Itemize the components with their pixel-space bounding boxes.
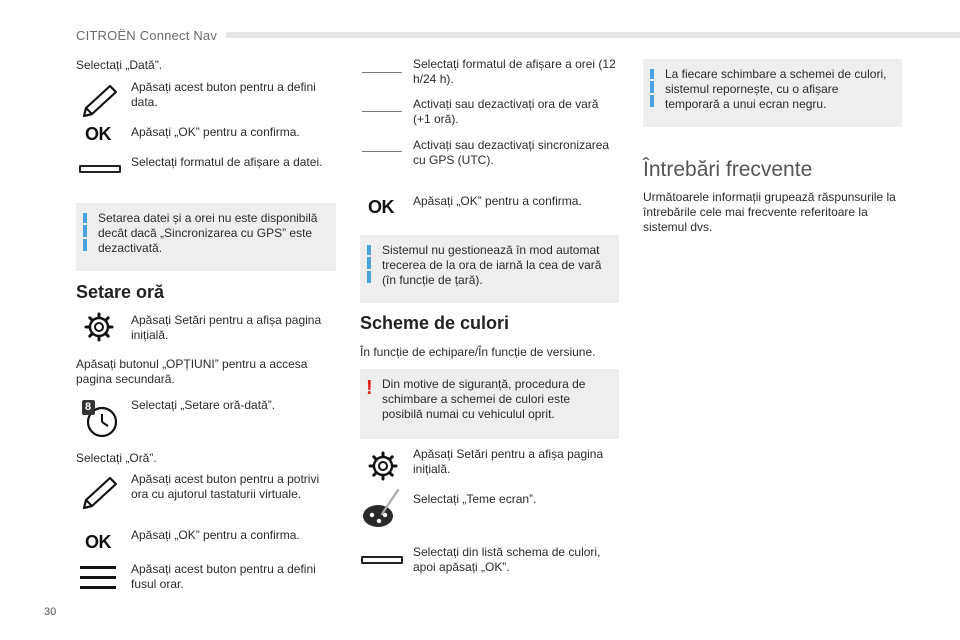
info-note-2 — [360, 235, 619, 303]
summer-time-text: Activați sau dezactivați ora de vară (+1 oră). — [413, 97, 599, 126]
settings-text: Apăsați Setări pentru a afișa pagina inițială. — [131, 313, 322, 342]
ok2-text: Apăsați „OK” pentru a confirma. — [131, 528, 300, 542]
date-format-icon — [79, 165, 121, 173]
gear-icon — [84, 312, 114, 347]
date-format-text: Selectați formatul de afișare a datei. — [131, 155, 323, 169]
ok-icon-2: OK — [85, 532, 111, 552]
options-text: Apăsați butonul „OPȚIUNI” pentru a accesa pagina secundară. — [76, 357, 308, 386]
info-note-3-text: La fiecare schimbare a schemei de culori, sistemul repornește, cu o afișare temporară a unui ecran negru. — [665, 67, 887, 111]
pencil2-text: Apăsați acest buton pentru a potrivi ora cu ajutorul tastaturii virtuale. — [131, 472, 320, 501]
gear-icon-2 — [368, 451, 398, 486]
section-title-scheme: Scheme de culori — [360, 313, 510, 333]
gps-sync-icon — [362, 151, 402, 152]
warning-icon: ! — [366, 377, 373, 399]
summer-time-icon — [362, 111, 402, 112]
pencil-icon-2 — [80, 474, 122, 517]
color-scheme-list-icon — [361, 556, 403, 564]
clock-icon — [80, 398, 120, 443]
select-date-text: Selectați „Dată”. — [76, 58, 163, 72]
hour-format-text: Selectați formatul de afișare a orei (12 h/24 h). — [413, 57, 616, 86]
warning-note-text: Din motive de siguranță, procedura de schimbare a schemei de culori este posibilă numai cu vehiculul oprit. — [382, 377, 586, 421]
header-title: CITROËN Connect Nav — [76, 28, 218, 43]
warning-note — [360, 369, 619, 439]
hour-format-icon — [362, 72, 402, 73]
section-title-faq: Întrebări frecvente — [643, 158, 813, 181]
header-bar — [226, 32, 960, 38]
equipment-text: În funcție de echipare/În funcție de versiune. — [360, 345, 596, 359]
theme-text: Selectați „Teme ecran”. — [413, 492, 537, 506]
ok3-text: Apăsați „OK” pentru a confirma. — [413, 194, 582, 208]
faq-intro-text: Următoarele informații grupează răspunsurile la întrebările cele mai frecvente referitoare la sistemul dvs. — [643, 190, 896, 234]
clock-badge: 8 — [85, 401, 92, 413]
page-number: 30 — [44, 606, 57, 618]
ok-icon-3: OK — [368, 197, 394, 217]
pencil-text: Apăsați acest buton pentru a defini data. — [131, 80, 316, 109]
select-hour-text: Selectați „Oră”. — [76, 451, 157, 465]
pencil-icon — [80, 82, 122, 125]
info-note-2-text: Sistemul nu gestionează în mod automat trecerea de la ora de iarnă la cea de vară (în funcție de țară). — [382, 243, 602, 287]
ok-icon: OK — [85, 124, 111, 144]
clock-text: Selectați „Setare oră-dată”. — [131, 398, 276, 412]
list-text: Selectați din listă schema de culori, apoi apăsați „OK”. — [413, 545, 601, 574]
info-note-text: Setarea datei și a orei nu este disponibilă decât dacă „Sincronizarea cu GPS” este dezactivată. — [98, 211, 318, 255]
timezone-list-icon — [80, 566, 116, 589]
info-note — [76, 203, 336, 271]
gps-sync-text: Activați sau dezactivați sincronizarea cu GPS (UTC). — [413, 138, 610, 167]
section-title-setare-ora: Setare oră — [76, 282, 165, 302]
timezone-text: Apăsați acest buton pentru a defini fusul orar. — [131, 562, 316, 591]
info-note-3 — [643, 59, 902, 127]
palette-icon — [360, 486, 404, 535]
ok-text: Apăsați „OK” pentru a confirma. — [131, 125, 300, 139]
settings2-text: Apăsați Setări pentru a afișa pagina inițială. — [413, 447, 604, 476]
